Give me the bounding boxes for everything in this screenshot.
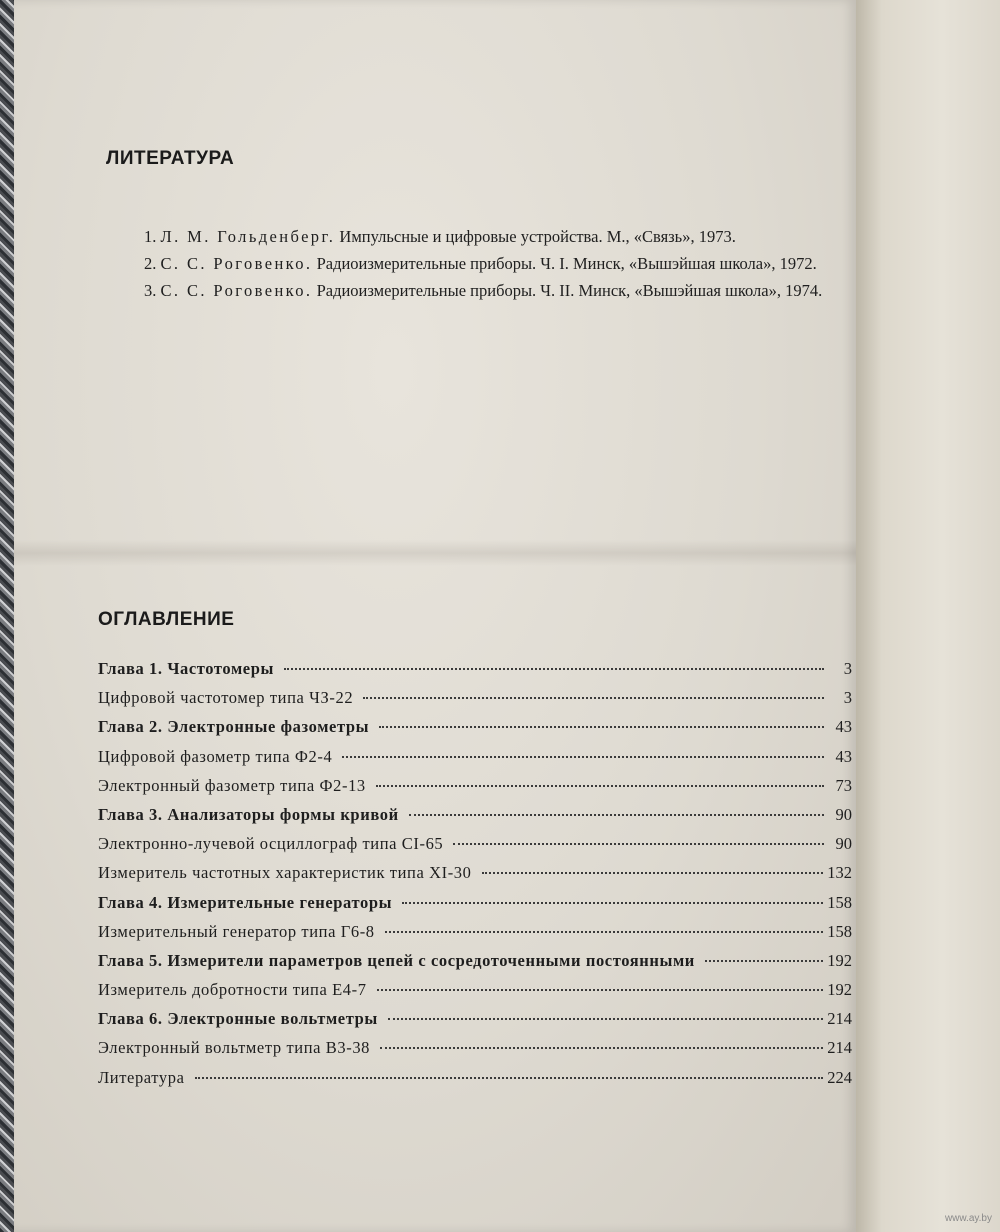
toc-dot-leader	[379, 726, 824, 728]
reference-text: Импульсные и цифровые устройства. М., «Связь», 1973.	[335, 227, 736, 246]
toc-section-row	[98, 1068, 852, 1097]
toc-chapter-row	[98, 951, 852, 980]
reference-number: 2.	[144, 254, 157, 273]
page-fold	[14, 540, 856, 566]
toc-dot-leader	[402, 902, 823, 904]
reference-item	[104, 280, 846, 302]
toc-page-number: 73	[835, 775, 852, 795]
toc-dot-leader	[482, 872, 824, 874]
toc-entry-title: Глава 6. Электронные вольтметры	[98, 1009, 378, 1029]
literature-heading: ЛИТЕРАТУРА	[106, 148, 235, 169]
toc-section-row	[98, 747, 852, 776]
toc-section-row	[98, 776, 852, 805]
toc-page-number: 214	[827, 1038, 852, 1058]
toc-entry-title: Измеритель частотных характеристик типа XI-30	[98, 863, 472, 883]
toc-page-number: 158	[827, 921, 852, 941]
toc-dot-leader	[284, 668, 824, 670]
toc-page-number: 158	[827, 892, 852, 912]
toc-page-number: 192	[827, 980, 852, 1000]
toc-entry-title: Цифровой частотомер типа ЧЗ-22	[98, 688, 354, 708]
reference-author: Л. М. Гольденберг.	[160, 227, 336, 246]
reference-text: Радиоизмерительные приборы. Ч. II. Минск, «Вышэйшая школа», 1974.	[312, 281, 823, 300]
toc-entry-title: Литература	[98, 1067, 185, 1087]
toc-section-row	[98, 1038, 852, 1067]
toc-dot-leader	[195, 1077, 824, 1079]
toc-section-row	[98, 688, 852, 717]
toc-section-row	[98, 980, 852, 1009]
toc-page-number: 90	[835, 804, 852, 824]
toc-page-number: 3	[843, 659, 852, 678]
watermark: www.ay.by	[944, 1213, 992, 1224]
toc-entry-title: Глава 5. Измерители параметров цепей с сосредоточенными постоянными	[98, 950, 695, 970]
reference-author: С. С. Роговенко.	[160, 254, 313, 273]
toc-dot-leader	[385, 931, 824, 933]
toc-page-number: 214	[827, 1009, 852, 1029]
toc-dot-leader	[363, 697, 824, 699]
reference-text: Радиоизмерительные приборы. Ч. I. Минск, «Вышэйшая школа», 1972.	[312, 254, 817, 273]
toc-entry-title: Глава 1. Частотомеры	[98, 659, 274, 678]
toc-page-number: 90	[835, 834, 852, 854]
toc-chapter-row	[98, 659, 852, 688]
toc-page-number: 3	[843, 688, 852, 708]
toc-entry-title: Электронный фазометр типа Ф2-13	[98, 775, 366, 795]
toc-page-number: 43	[835, 746, 852, 766]
reference-number: 3.	[144, 281, 157, 300]
toc-entry-title: Глава 3. Анализаторы формы кривой	[98, 804, 399, 824]
toc-chapter-row	[98, 1009, 852, 1038]
toc-dot-leader	[342, 756, 824, 758]
toc-section-row	[98, 863, 852, 892]
reference-item	[104, 253, 846, 275]
toc-dot-leader	[376, 785, 824, 787]
toc-entry-title: Глава 4. Измерительные генераторы	[98, 892, 393, 912]
reference-number: 1.	[144, 227, 157, 246]
toc-page-number: 43	[835, 717, 852, 737]
toc-chapter-row	[98, 805, 852, 834]
toc-entry-title: Электронный вольтметр типа В3-38	[98, 1038, 371, 1058]
toc-dot-leader	[453, 843, 824, 845]
toc-heading: ОГЛАВЛЕНИЕ	[98, 609, 235, 630]
toc-dot-leader	[380, 1047, 823, 1049]
toc-page-number: 224	[827, 1067, 852, 1087]
toc-chapter-row	[98, 717, 852, 746]
facing-page-edge	[856, 0, 1000, 1232]
reference-author: С. С. Роговенко.	[160, 281, 313, 300]
toc-dot-leader	[705, 960, 823, 962]
toc-entry-title: Глава 2. Электронные фазометры	[98, 717, 370, 737]
toc-entry-title: Электронно-лучевой осциллограф типа СI-65	[98, 834, 444, 854]
toc-dot-leader	[388, 1018, 823, 1020]
toc-section-row	[98, 922, 852, 951]
toc-dot-leader	[409, 814, 824, 816]
reference-item	[104, 226, 846, 248]
toc-section-row	[98, 834, 852, 863]
toc-page-number: 192	[827, 950, 852, 970]
table-of-contents	[98, 659, 852, 1097]
toc-dot-leader	[377, 989, 824, 991]
toc-entry-title: Цифровой фазометр типа Ф2-4	[98, 746, 333, 766]
toc-page-number: 132	[827, 863, 852, 883]
toc-chapter-row	[98, 893, 852, 922]
reference-list	[104, 226, 846, 307]
toc-entry-title: Измерительный генератор типа Г6-8	[98, 921, 375, 941]
toc-entry-title: Измеритель добротности типа Е4-7	[98, 980, 367, 1000]
